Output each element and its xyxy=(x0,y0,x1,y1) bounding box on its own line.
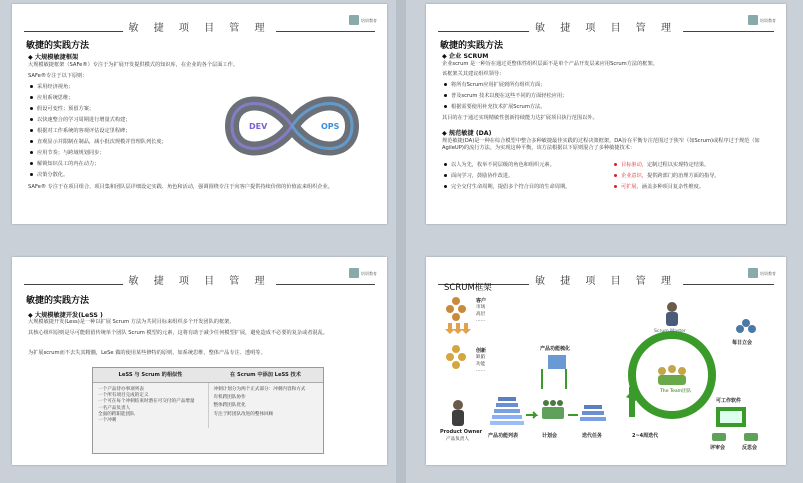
list-item: 完全交付生命周期，提倡多个符合目的的生命周期。 xyxy=(444,184,570,191)
bullet-icon xyxy=(444,105,447,108)
list-item: 将所有Scrum应用扩展到所有组织方面； xyxy=(444,82,545,89)
label-product-owner: Product Owner xyxy=(440,429,483,435)
table-cell: 一名产品负责人 xyxy=(98,405,131,411)
label-market: 市场 xyxy=(476,305,486,310)
bullet-icon xyxy=(30,173,33,176)
table-cell: 一个可在每个冲刺结束时潜在可交付的产品增量 xyxy=(98,399,195,405)
list-item: 面向学习，鼓励协作改进。 xyxy=(444,173,513,180)
table-header-left: LeSS 与 Scrum 的相似性 xyxy=(118,372,183,378)
section-subtitle: ◆ 规范敏捷 (DA) xyxy=(442,130,492,137)
slide-header xyxy=(12,257,387,285)
section-subtitle: ◆ 大规模敏捷开发(LeSS ) xyxy=(28,312,103,319)
paragraph: 大规模敏捷开发(Less)是一种以扩展 Scrum 方法为共同目标来组织多个开发团队的框架。 xyxy=(28,319,235,325)
working-software-icon xyxy=(716,407,746,427)
scrum-master-icon xyxy=(666,302,678,326)
list-item: 目标驱动，定制过程以实现特定结果。 xyxy=(614,162,709,169)
table-cell: 整体跨团队优化 xyxy=(213,403,246,409)
paragraph: 其目的在于通过实现精敏性创新持续能力达扩展项目执行范围以外。 xyxy=(442,115,598,121)
logo-mark-icon xyxy=(748,15,758,25)
label-sprint-backlog: 迭代任务 xyxy=(582,433,603,439)
label-product-owner-cn: 产品负责人 xyxy=(446,437,469,442)
table-header xyxy=(93,368,323,383)
list-item: 以快速整合的学习周期进行增量式构建； xyxy=(30,117,130,124)
table-cell: 一个产品待办事项列表 xyxy=(98,387,144,392)
slide-header xyxy=(426,4,786,32)
label-daily-standup: 每日立会 xyxy=(732,340,753,346)
list-item: 企业意识，提供跨部门的治理方面的指导。 xyxy=(614,173,720,180)
slide-less[interactable] xyxy=(12,257,387,465)
label-sprint: 2~4周迭代 xyxy=(632,433,659,439)
review-meeting-icon xyxy=(712,433,726,441)
section-subtitle: ◆ 企业 SCRUM xyxy=(442,53,489,60)
list-item: 决策分散化。 xyxy=(30,172,68,179)
table-cell: 全面的跨职能团队 xyxy=(98,411,135,417)
less-comparison-table xyxy=(92,367,324,454)
brand-logo xyxy=(748,12,778,28)
slide-header xyxy=(12,4,387,32)
lead-text: SAFe®专注于以下原则： xyxy=(28,73,88,79)
team-icon xyxy=(658,365,686,385)
bullet-icon xyxy=(30,118,33,121)
paragraph: 规范敏捷(DA)是一种在综合模型中整合多种敏捷最佳实践的过程决策框架。DA旨在平衡专注范围过于狭窄（如Scrum)或程序过于规范（如AgileUP)的流行方法。为实现这种平衡，该方法根据以下原则混合了多种敏捷技术： xyxy=(442,138,760,151)
table-cell: 一个所有项目完成的定义 xyxy=(98,393,149,399)
label-refinement: 产品功能梳化 xyxy=(540,346,571,352)
label-product-backlog: 产品功能列表 xyxy=(488,433,519,439)
logo-mark-icon xyxy=(349,15,359,25)
down-arrows-icon xyxy=(445,323,471,334)
label-feature: 功能 xyxy=(476,362,486,367)
label-defect: 缺陷 xyxy=(476,355,486,360)
product-backlog-icon xyxy=(490,397,524,425)
devops-infinity-diagram xyxy=(217,86,367,166)
bullet-icon xyxy=(614,185,617,188)
ops-label: OPS xyxy=(321,122,340,131)
ideas-icon xyxy=(446,345,466,369)
label-scrum-master: Scrum Master xyxy=(654,329,686,334)
list-item: 以人为先，枚举不同层级的角色和组织元素。 xyxy=(444,162,555,169)
paragraph: 该框架关其建议组织领导： xyxy=(442,71,505,77)
list-item: 普及scrum 技术以便在这些不同的方面轻松应用； xyxy=(444,93,567,100)
label-review: 评审会 xyxy=(710,445,726,451)
table-col-left xyxy=(93,383,208,428)
label-innovation: 创新 xyxy=(476,348,487,354)
table-col-right xyxy=(208,383,324,428)
list-item: 根据对工作系统的客观评估设定里程碑； xyxy=(30,128,130,135)
header-title: 敏 捷 项 目 管 理 xyxy=(529,272,683,287)
dev-label: DEV xyxy=(249,122,268,131)
list-item: 采用经济视角； xyxy=(30,84,73,91)
logo-text: 培训教育 xyxy=(361,17,377,23)
label-increment: 可工作软件 xyxy=(716,398,742,404)
retrospective-icon xyxy=(744,433,758,441)
header-title: 敏 捷 项 目 管 理 xyxy=(123,19,277,34)
list-item: 可扩展，涵盖多种项目复杂性维度。 xyxy=(614,184,704,191)
bullet-icon xyxy=(444,185,447,188)
bullet-icon xyxy=(30,162,33,165)
bullet-icon xyxy=(444,83,447,86)
bullet-icon xyxy=(30,129,33,132)
paragraph: 为扩展scrum而不去失其精髓，LeSe 做的使用某些修特的原则，如系统思维、整体产品专注、透明等。 xyxy=(28,350,266,356)
closing-text: SAFe® 专注于在项目组合、项目集和团队层详细设定实践、角色和活动，强调围绕专注于向客户提供持续价值的价值流来组织企业。 xyxy=(28,184,333,190)
list-item: 应用节奏；与跨域规划同步； xyxy=(30,150,104,157)
slide-enterprise-scrum[interactable] xyxy=(426,4,786,224)
label-team: The Team团队 xyxy=(660,389,692,394)
backlog-refinement-icon xyxy=(542,355,566,389)
sprint-backlog-icon xyxy=(580,405,606,421)
label-planning: 计划会 xyxy=(542,433,558,439)
list-item: 解锁知识员工的内在动力； xyxy=(30,161,99,168)
logo-text: 培训教育 xyxy=(361,270,377,276)
bullet-icon xyxy=(444,163,447,166)
table-cell: 冲刺计划分为两个正式部分：冲刺内容和方式 xyxy=(213,387,306,392)
label-more: …… xyxy=(476,318,486,323)
bullet-icon xyxy=(614,174,617,177)
bullet-icon xyxy=(444,94,447,97)
label-retrospective: 反思会 xyxy=(742,445,758,451)
brand-logo xyxy=(349,265,379,281)
logo-mark-icon xyxy=(349,268,359,278)
bullet-icon xyxy=(30,140,33,143)
section-subtitle: ◆ 大规模敏捷框架 xyxy=(28,54,79,61)
customers-icon xyxy=(446,297,466,321)
bullet-icon xyxy=(614,163,617,166)
slide-title: 敏捷的实践方法 xyxy=(440,41,504,51)
slide-title: 敏捷的实践方法 xyxy=(26,296,90,306)
bullet-icon xyxy=(30,151,33,154)
label-more: …… xyxy=(476,368,486,373)
paragraph: 企业scrum 是一种旨在通过更整体性组织层面不是单个产品开发层来应用Scrum方法的框架。 xyxy=(442,61,658,67)
slide-title: 敏捷的实践方法 xyxy=(26,41,90,51)
intro-text: 大规模敏捷框架（SAFe®）专注于为扩展开发提供模式的知识库，在企业的各个层面工作。 xyxy=(28,62,238,68)
bullet-icon xyxy=(30,96,33,99)
brand-logo xyxy=(349,12,379,28)
paragraph: 其核心组织原则是尽可能假留传统单个团队 Scrum 模型的元素，这将有助于减少任何模型扩展，避免造成不必要的复杂或者混乱。 xyxy=(28,330,329,336)
table-body xyxy=(93,383,323,428)
label-customer: 客户 xyxy=(476,298,487,304)
page-gutter xyxy=(396,0,406,483)
list-item: 直观显示并限制在制品，减小批次规模并管理队列长度； xyxy=(30,139,167,146)
product-owner-icon xyxy=(452,400,464,426)
label-executive: 高层 xyxy=(476,312,486,317)
logo-text: 培训教育 xyxy=(760,270,776,276)
bullet-icon xyxy=(30,85,33,88)
table-header-right: 在 Scrum 中添加 LeSS 技术 xyxy=(230,372,301,378)
list-item: 应用系统思维； xyxy=(30,95,73,102)
table-cell: 有机跨团队协作 xyxy=(213,395,246,401)
slide-safe[interactable] xyxy=(12,4,387,224)
header-title: 敏 捷 项 目 管 理 xyxy=(529,19,683,34)
list-item: 假设可变性；预留方案； xyxy=(30,106,94,113)
slide-scrum-framework[interactable] xyxy=(426,257,786,465)
bullet-icon xyxy=(30,107,33,110)
table-cell: 专注于跨团队改进的整体回顾 xyxy=(213,411,274,417)
logo-text: 培训教育 xyxy=(760,17,776,23)
table-cell: 一个冲刺 xyxy=(98,418,117,424)
daily-standup-icon xyxy=(736,319,756,333)
list-item: 根据需要使用补充技术扩展Scrum方法。 xyxy=(444,104,545,111)
slide-title: SCRUM框架 xyxy=(444,283,492,293)
planning-meeting-icon xyxy=(542,400,564,419)
header-title: 敏 捷 项 目 管 理 xyxy=(123,272,277,287)
bullet-icon xyxy=(444,174,447,177)
